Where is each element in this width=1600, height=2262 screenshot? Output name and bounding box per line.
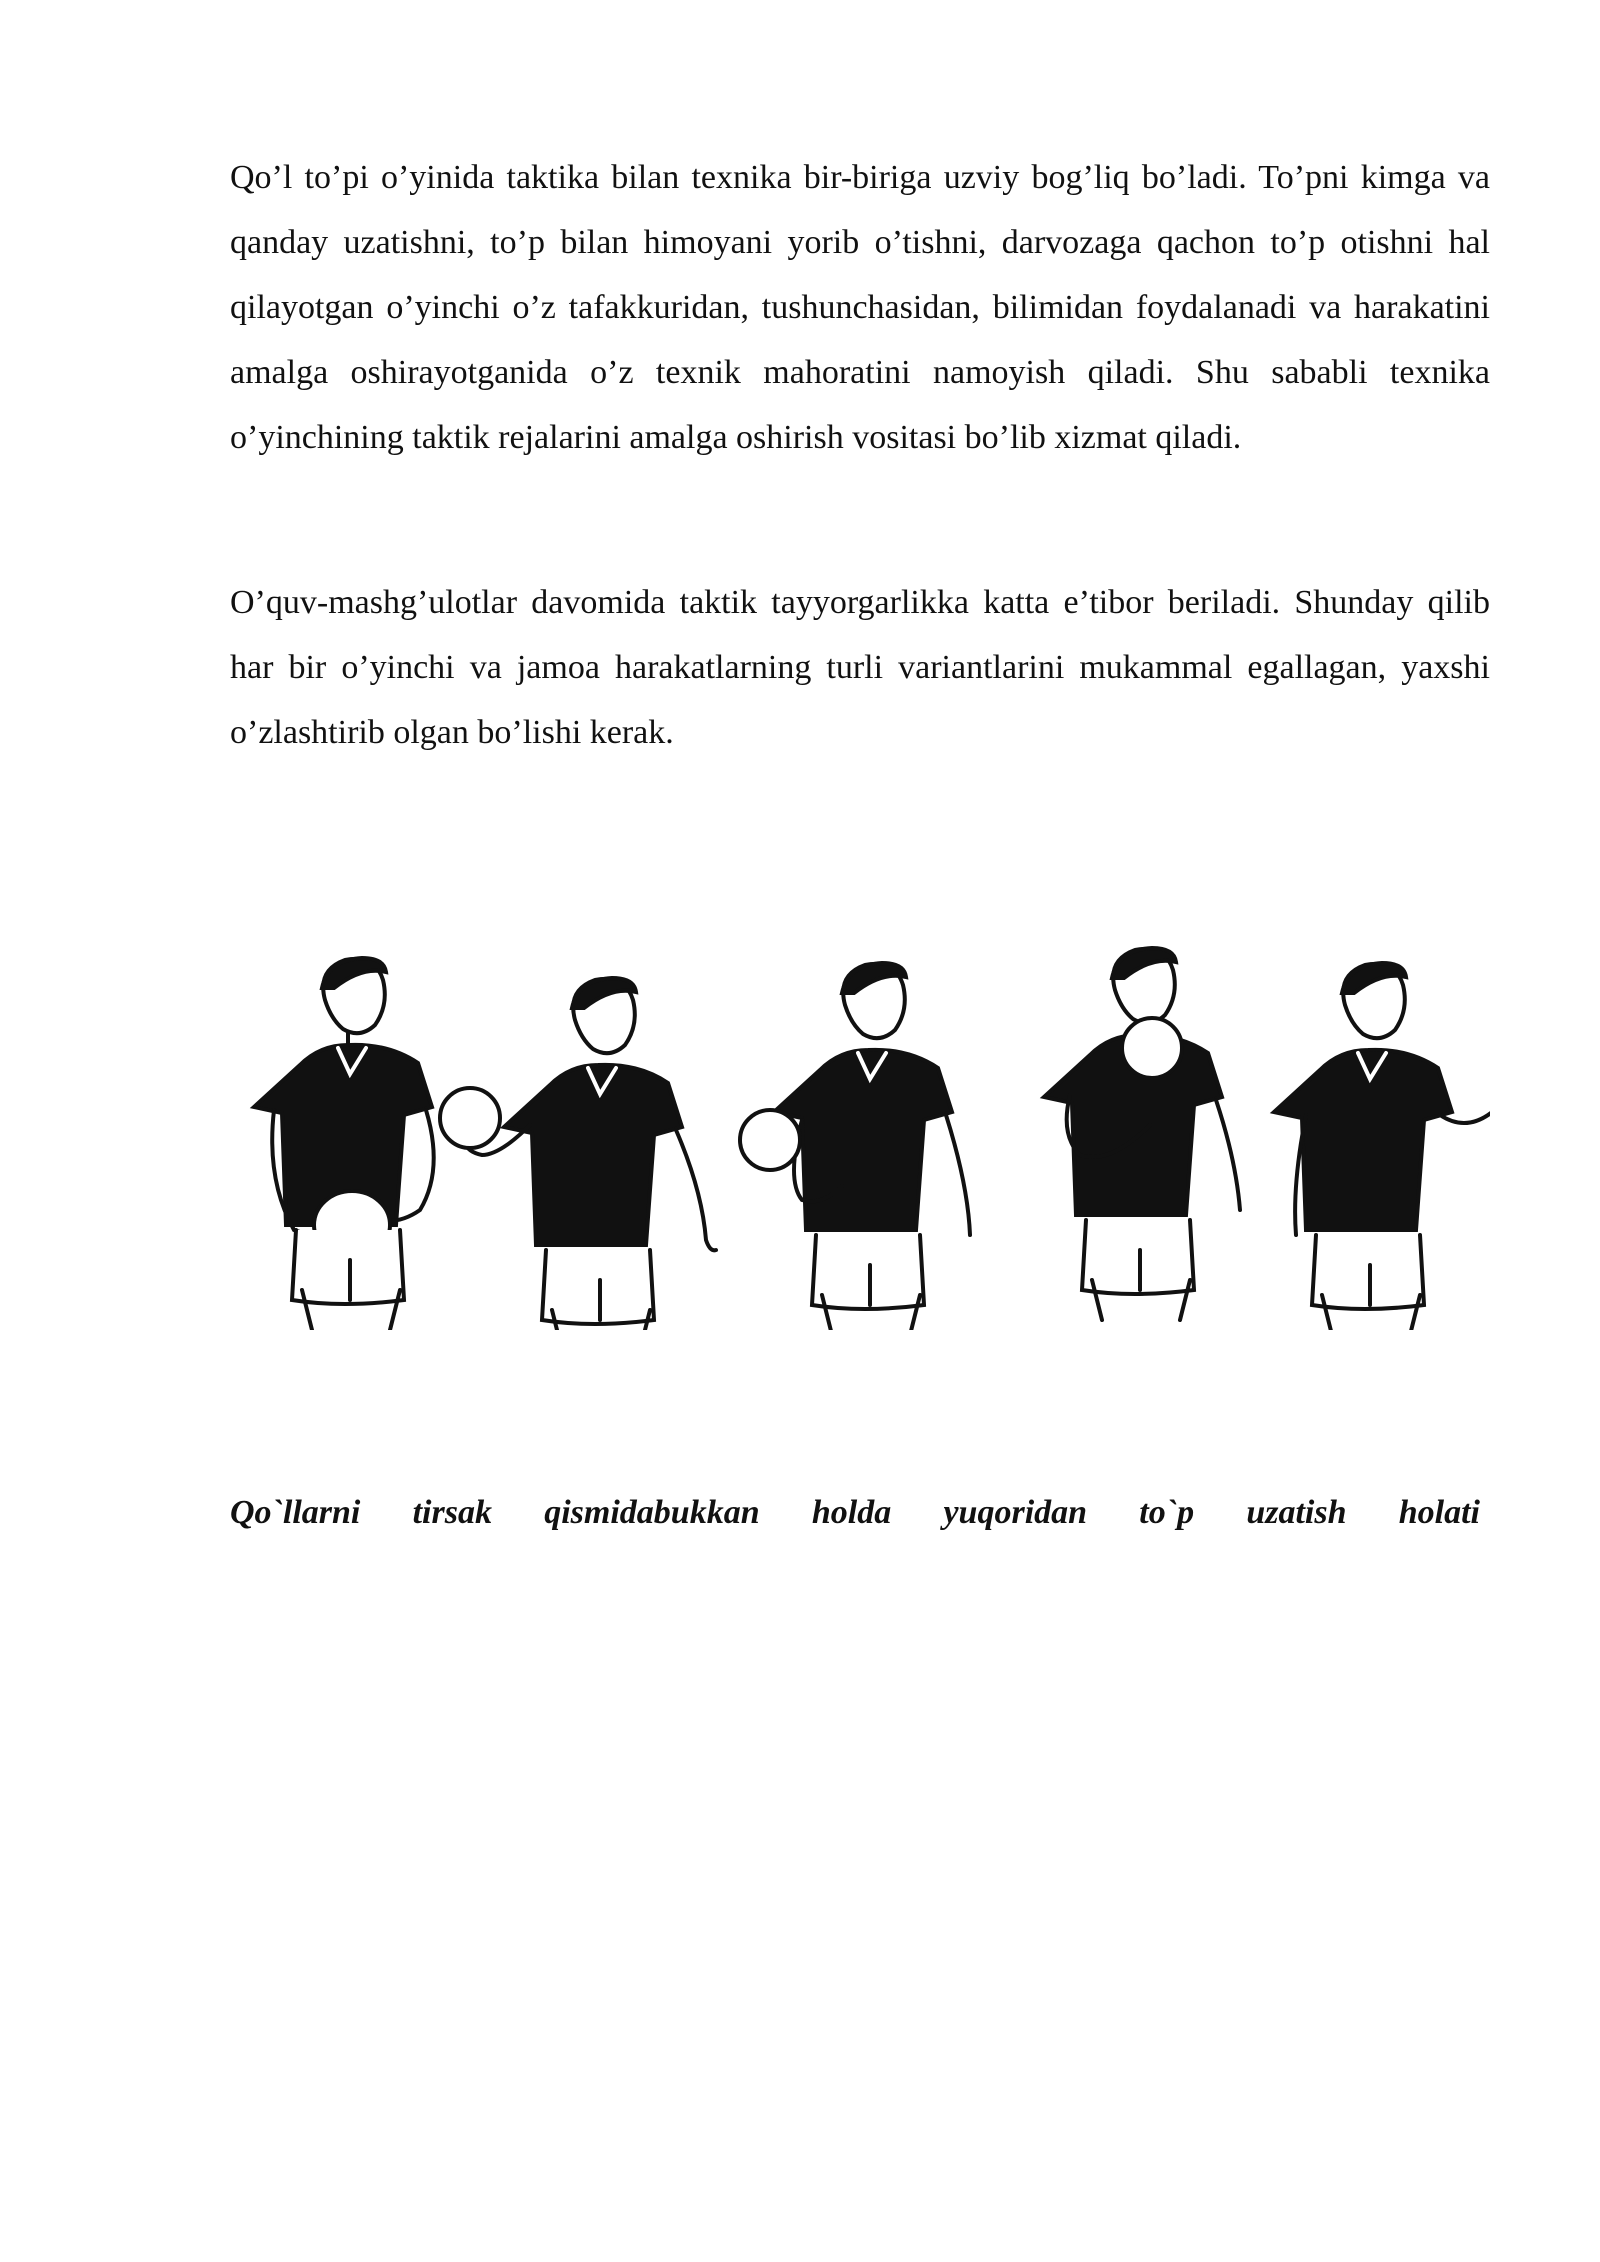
figure-caption: Qo`llarni tirsak qismidabukkan holda yuqoridan to`p uzatish holati [230, 1494, 1480, 1531]
player-figure-3 [740, 963, 970, 1330]
paragraph-1: Qo’l to’pi o’yinida taktika bilan texnika bir-biriga uzviy bog’liq bo’ladi. To’pni kimga va qanday uzatishni, to’p bilan himoyani yorib o’tishni, darvozaga qachon to’p otishni hal qilayotgan o’yinchi o’z tafakkuridan, tushunchasidan, bilimidan foydalanadi va harakatini amalga oshirayotganida o’z texnik mahoratini namoyish qiladi. Shu sababli texnika o’yinchining taktik rejalarini amalga oshirish vositasi bo’lib xizmat qiladi. [230, 159, 1490, 456]
players-drawing [230, 940, 1490, 1330]
illustration-passing-sequence [230, 940, 1490, 1330]
player-figure-1 [254, 958, 434, 1330]
player-figure-2 [440, 978, 716, 1330]
player-figure-4 [1044, 948, 1240, 1320]
paragraph-2: O’quv-mashg’ulotlar davomida taktik tayyorgarlikka katta e’tibor beriladi. Shunday qilib har bir o’yinchi va jamoa harakatlarning turli variantlarini mukammal egallagan, yaxshi o’zlashtirib olgan bo’lishi kerak. [230, 584, 1490, 751]
player-figure-5 [1274, 963, 1490, 1330]
